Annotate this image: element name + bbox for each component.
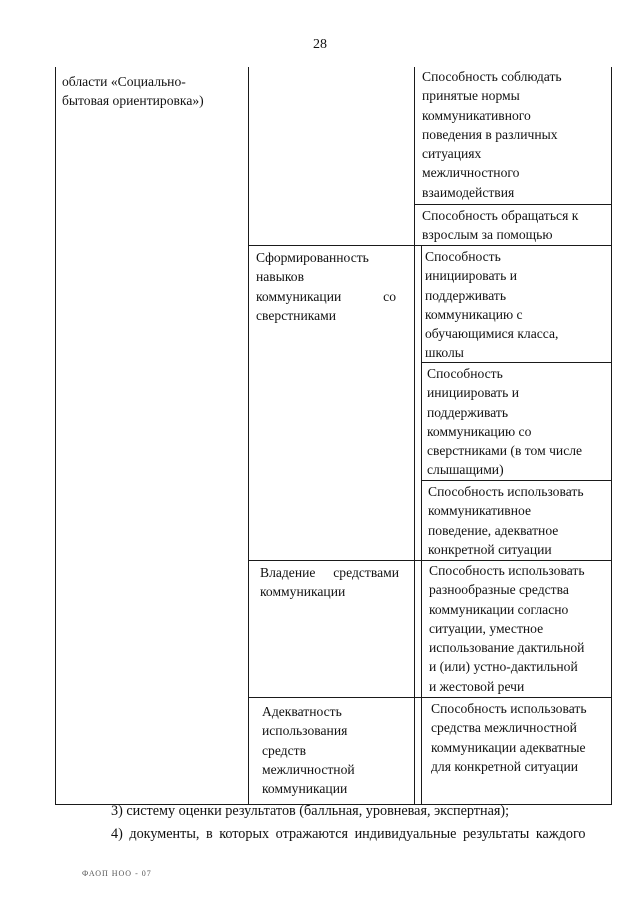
cell-line: коммуникацию со (427, 423, 532, 439)
skill-cell (262, 702, 355, 798)
cell-line: Способность использовать (429, 563, 585, 578)
indicator-cell (422, 67, 562, 202)
cell-line: обучающимися класса, (425, 326, 559, 342)
cell-line: сверстниками (256, 307, 337, 323)
table-row-divider (248, 697, 612, 698)
cell-line: Способность использовать (428, 484, 584, 499)
cell-line: слышащими) (427, 462, 504, 478)
cell-line: поддерживать (427, 404, 509, 420)
cell-line: области «Социально- (62, 74, 186, 89)
cell-line: конкретной ситуации (428, 541, 552, 557)
cell-line: Способность (427, 366, 503, 381)
cell-line: сверстниками (в том числе (427, 443, 583, 459)
cell-line: коммуникации (262, 781, 348, 797)
table-border-left (55, 67, 56, 805)
cell-line: принятые нормы (422, 88, 520, 104)
cell-line: межличностной (262, 761, 355, 777)
cell-line: использование дактильной (429, 640, 585, 656)
paragraph: 3) систему оценки результатов (балльная, уровневая, экспертная); (111, 803, 510, 819)
cell-word: Владение (260, 565, 316, 580)
cell-line: средства межличностной (431, 720, 577, 736)
cell-line: коммуникации адекватные (431, 739, 586, 755)
table-border-col3b (421, 245, 422, 805)
paragraph: 4) документы, в которых отражаются индивидуальные результаты каждого (111, 826, 586, 842)
cell-word: со (383, 288, 396, 304)
table-border-right (611, 67, 612, 805)
cell-line: поддерживать (425, 287, 507, 303)
page-number: 28 (313, 37, 327, 52)
cell-word: средствами (333, 565, 399, 580)
cell-line: межличностного (422, 165, 520, 181)
area-cell (62, 72, 204, 111)
cell-line: и жестовой речи (429, 678, 525, 694)
cell-line: Способность соблюдать (422, 69, 562, 84)
table-row-divider (248, 245, 612, 246)
cell-line: бытовая ориентировка») (62, 93, 204, 109)
indicator-cell (431, 699, 587, 776)
cell-line: коммуникативного (422, 107, 531, 123)
cell-line: использования (262, 723, 348, 739)
cell-line: Способность использовать (431, 701, 587, 716)
cell-line: инициировать и (425, 268, 517, 284)
footer-mark: ФАОП НОО - 07 (82, 869, 152, 878)
cell-line: коммуникации (260, 584, 346, 600)
cell-line: коммуникации согласно (429, 601, 569, 617)
indicator-cell (429, 561, 585, 696)
cell-line: Адекватность (262, 704, 342, 719)
cell-line: ситуации, уместное (429, 620, 544, 636)
table-row-divider (414, 204, 612, 205)
indicator-cell (428, 482, 584, 559)
skill-cell (256, 248, 396, 325)
cell-line: для конкретной ситуации (431, 758, 579, 774)
indicator-cell (427, 364, 582, 480)
cell-line: и (или) устно-дактильной (429, 659, 578, 675)
cell-line: коммуникацию с (425, 306, 523, 322)
cell-line: инициировать и (427, 385, 519, 401)
indicator-cell (422, 206, 578, 245)
cell-line: взрослым за помощью (422, 227, 553, 243)
cell-line: средств (262, 742, 306, 758)
cell-line: коммуникативное (428, 503, 531, 519)
table-border-col3 (414, 67, 415, 805)
cell-line: взаимодействия (422, 184, 515, 200)
cell-line (260, 563, 399, 582)
table-row-divider (421, 480, 612, 481)
cell-line: разнообразные средства (429, 582, 569, 598)
cell-line: Способность обращаться к (422, 208, 579, 223)
indicator-cell (425, 247, 558, 363)
cell-line: ситуациях (422, 146, 482, 162)
cell-line: поведение, адекватное (428, 522, 559, 538)
cell-line: Сформированность (256, 250, 369, 265)
cell-line (256, 287, 396, 306)
cell-line: навыков (256, 269, 304, 285)
skill-cell (260, 563, 399, 602)
table-border-col2 (248, 67, 249, 805)
cell-line: поведения в различных (422, 126, 558, 142)
cell-line: школы (425, 345, 464, 361)
cell-word: коммуникации (256, 288, 342, 304)
cell-line: Способность (425, 249, 501, 264)
